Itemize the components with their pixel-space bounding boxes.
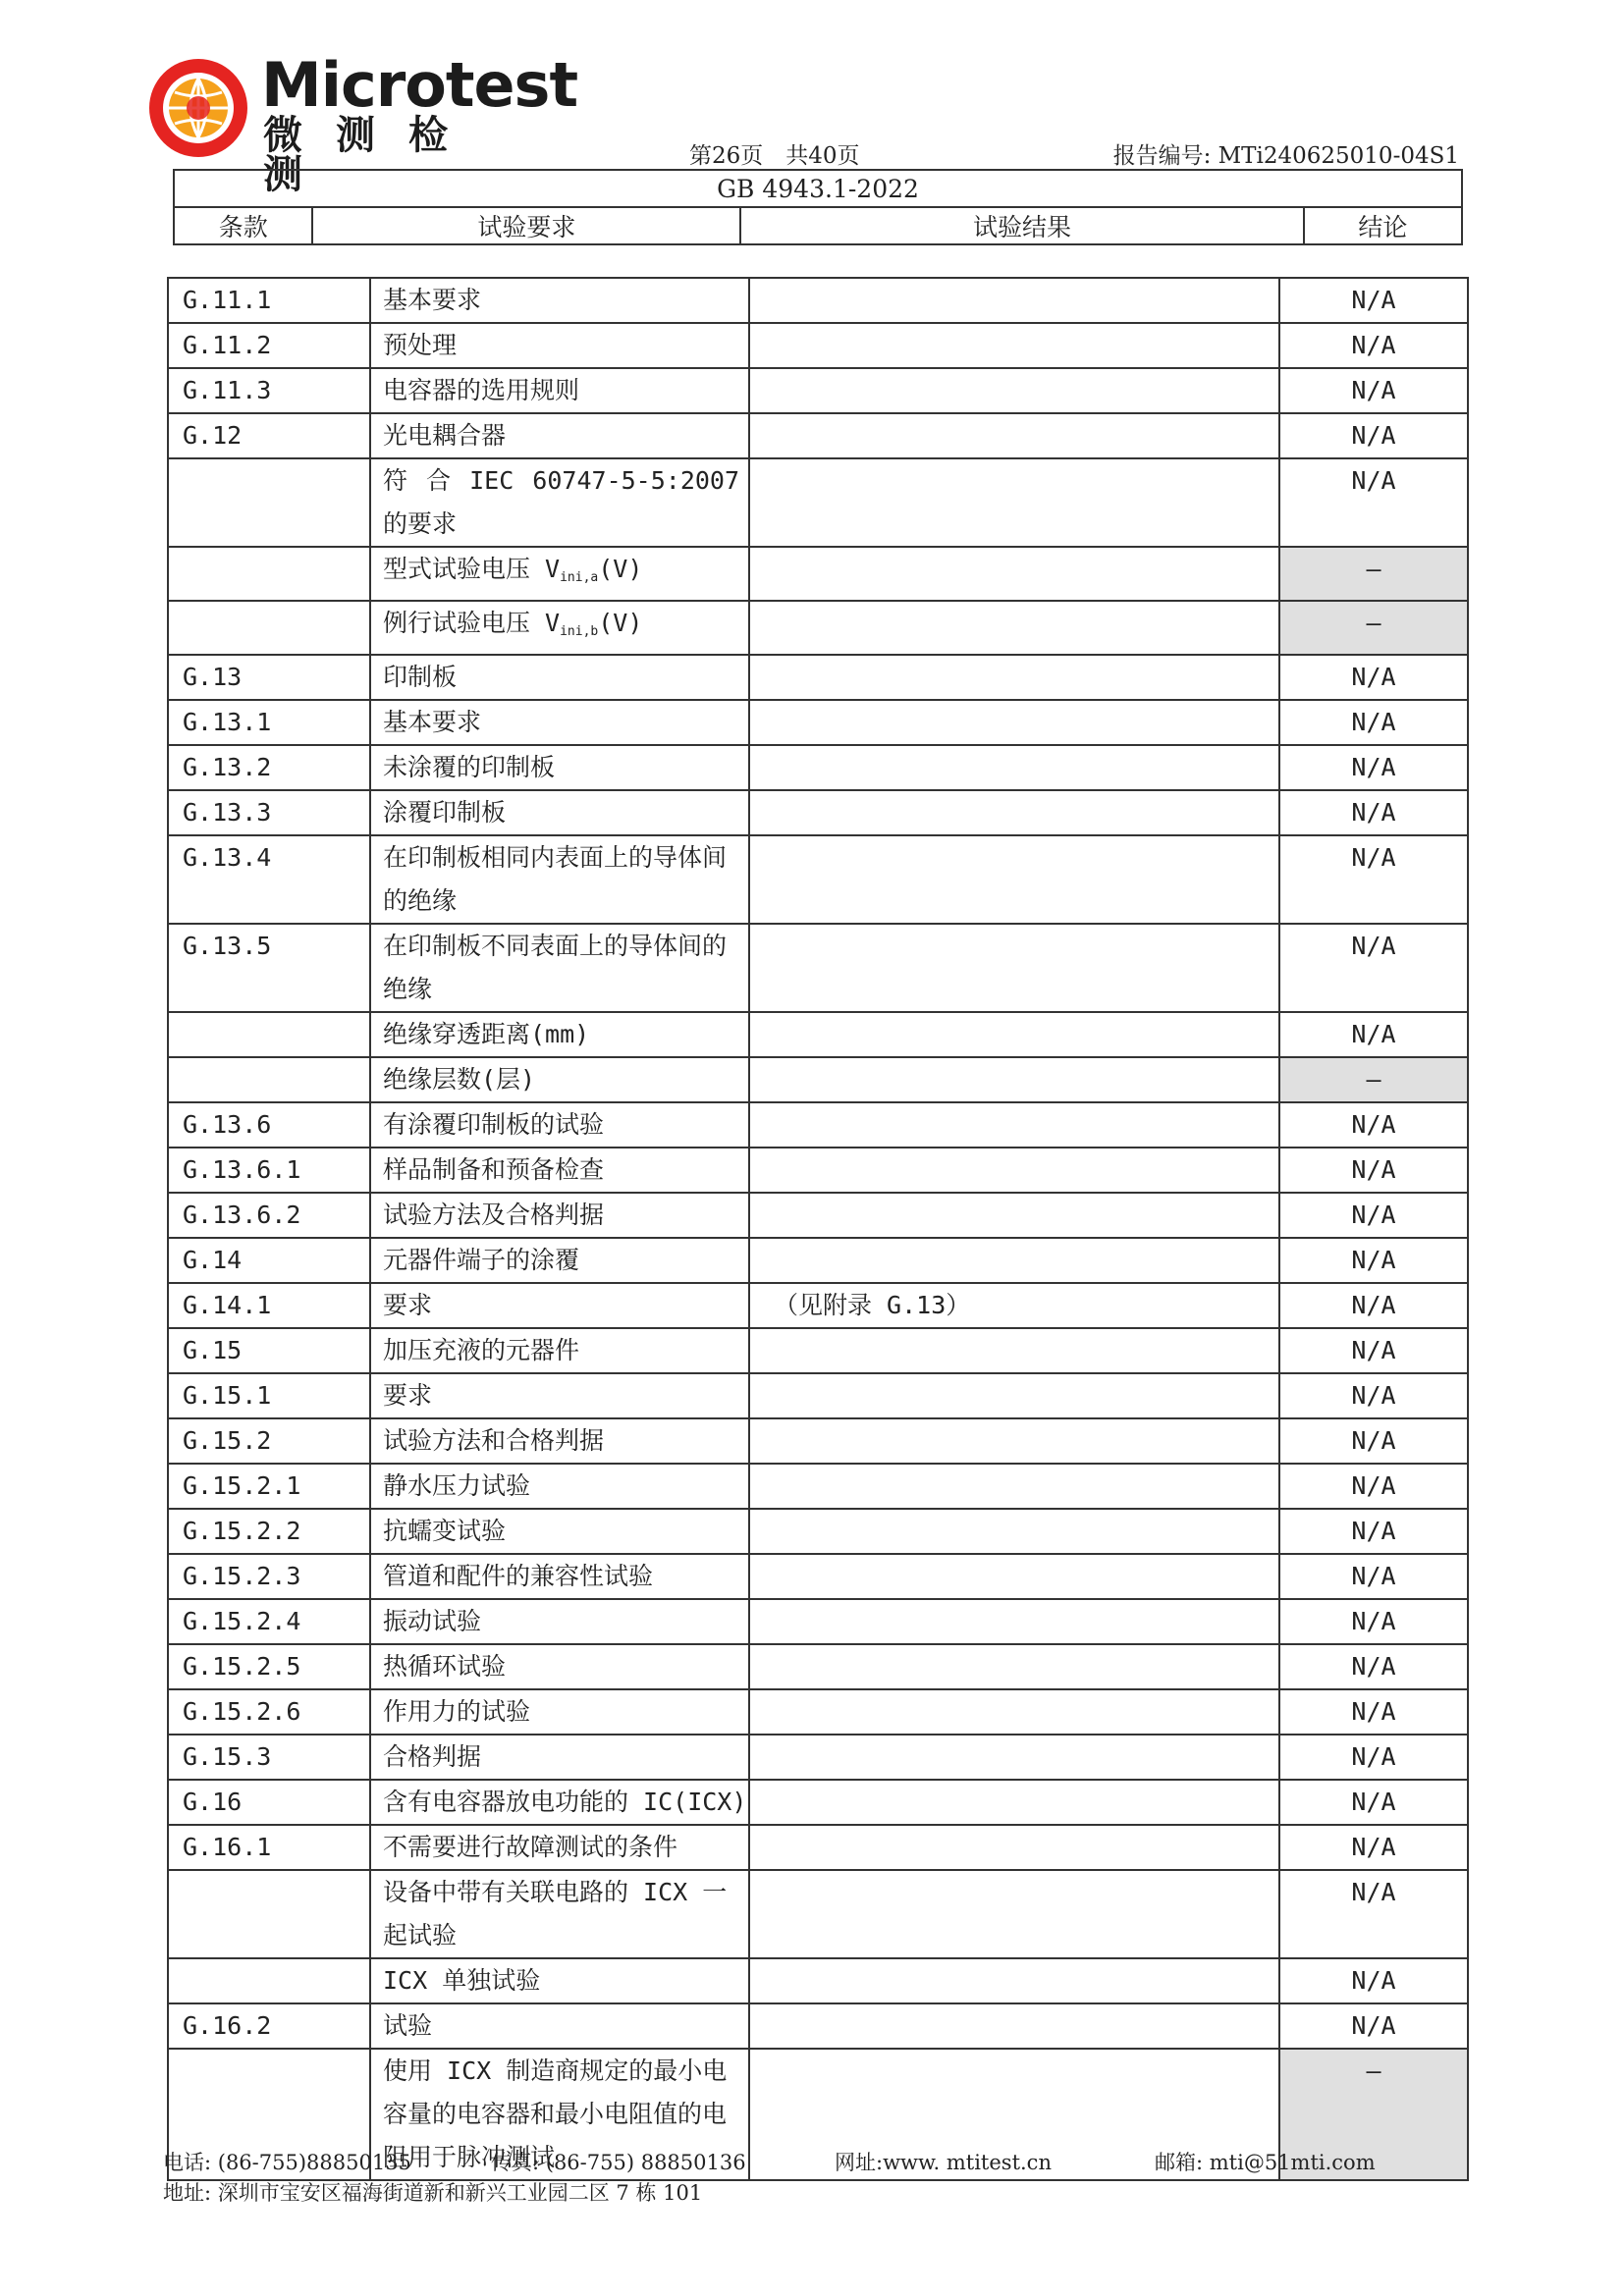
verdict-cell: N/A [1279,700,1468,745]
verdict-cell: N/A [1279,1644,1468,1689]
clause-cell: G.14.1 [168,1283,370,1328]
requirement-subscript: ini,a [560,570,599,585]
table-row [168,1825,1468,1870]
requirement-cell: 预处理 [370,323,749,368]
result-cell [749,413,1279,458]
footer-website: 网址:www. mtitest.cn [835,2151,1052,2174]
verdict-cell: N/A [1279,1870,1468,1958]
table-row [168,1238,1468,1283]
requirement-cell: 未涂覆的印制板 [370,745,749,790]
table-row [168,458,1468,547]
result-cell [749,1373,1279,1418]
clause-cell: G.14 [168,1238,370,1283]
column-header-requirement: 试验要求 [312,207,740,244]
result-cell [749,700,1279,745]
result-cell [749,2003,1279,2049]
table-row [168,1644,1468,1689]
verdict-cell: N/A [1279,323,1468,368]
requirement-cell: 抗蠕变试验 [370,1509,749,1554]
footer-address: 地址: 深圳市宝安区福海街道新和新兴工业园二区 7 栋 101 [163,2181,703,2205]
requirement-cell: 加压充液的元器件 [370,1328,749,1373]
result-cell [749,745,1279,790]
verdict-cell: N/A [1279,413,1468,458]
table-row [168,601,1468,655]
table-row [168,655,1468,700]
table-row [168,1418,1468,1464]
verdict-cell: N/A [1279,1509,1468,1554]
table-row [168,368,1468,413]
result-cell [749,1464,1279,1509]
result-cell [749,1238,1279,1283]
clause-cell [168,601,370,655]
result-cell [749,924,1279,1012]
clause-cell: G.13.2 [168,745,370,790]
table-row [168,547,1468,601]
result-cell [749,1735,1279,1780]
result-cell [749,1689,1279,1735]
table-row [168,1599,1468,1644]
column-header-result: 试验结果 [740,207,1303,244]
requirement-cell: 试验方法和合格判据 [370,1418,749,1464]
footer-phone: 电话: (86-755)88850135 [163,2151,411,2174]
clause-cell [168,1012,370,1057]
clause-cell: G.16 [168,1780,370,1825]
table-row [168,1509,1468,1554]
clause-cell: G.15.2.1 [168,1464,370,1509]
report-number: 报告编号: MTi240625010-04S1 [1112,143,1459,169]
clause-cell: G.11.2 [168,323,370,368]
table-row [168,1689,1468,1735]
clause-cell: G.16.1 [168,1825,370,1870]
verdict-cell: N/A [1279,655,1468,700]
verdict-cell: N/A [1279,1735,1468,1780]
result-cell [749,547,1279,601]
clause-cell: G.13.6.2 [168,1193,370,1238]
verdict-cell: N/A [1279,278,1468,323]
clause-cell: G.13.6.1 [168,1148,370,1193]
table-row [168,1958,1468,2003]
table-row [168,1464,1468,1509]
clause-cell: G.15.1 [168,1373,370,1418]
clause-cell: G.13.5 [168,924,370,1012]
clause-cell [168,1870,370,1958]
table-row [168,1780,1468,1825]
brand-name-cn: 微测检测 [263,113,481,197]
verdict-cell: N/A [1279,835,1468,924]
verdict-cell: — [1279,1057,1468,1102]
verdict-cell: — [1279,2049,1468,2180]
table-row [168,1193,1468,1238]
verdict-cell: N/A [1279,1825,1468,1870]
clause-cell: G.15.2.2 [168,1509,370,1554]
verdict-cell: N/A [1279,1418,1468,1464]
result-cell [749,1780,1279,1825]
verdict-cell: — [1279,601,1468,655]
table-row [168,1554,1468,1599]
result-cell [749,1644,1279,1689]
table-row [168,1012,1468,1057]
requirement-cell: 不需要进行故障测试的条件 [370,1825,749,1870]
requirement-cell: 要求 [370,1283,749,1328]
verdict-cell: N/A [1279,1102,1468,1148]
verdict-cell: N/A [1279,1780,1468,1825]
verdict-cell: N/A [1279,1373,1468,1418]
table-row [168,323,1468,368]
verdict-cell: N/A [1279,745,1468,790]
requirement-cell: 含有电容器放电功能的 IC(ICX) [370,1780,749,1825]
verdict-cell: N/A [1279,458,1468,547]
requirement-cell [370,601,749,655]
table-row [168,1283,1468,1328]
result-cell [749,790,1279,835]
clause-cell: G.11.3 [168,368,370,413]
clause-cell: G.13.6 [168,1102,370,1148]
verdict-cell: N/A [1279,1193,1468,1238]
requirement-cell: 光电耦合器 [370,413,749,458]
table-row [168,924,1468,1012]
verdict-cell: N/A [1279,1238,1468,1283]
requirement-cell: 作用力的试验 [370,1689,749,1735]
requirement-cell: 基本要求 [370,278,749,323]
page-number: 第26页 共40页 [689,143,860,169]
result-cell [749,1057,1279,1102]
requirement-cell: 元器件端子的涂覆 [370,1238,749,1283]
clause-cell: G.15.2.4 [168,1599,370,1644]
result-cell [749,1599,1279,1644]
verdict-cell: N/A [1279,1283,1468,1328]
result-cell [749,1958,1279,2003]
clause-cell: G.15.2.6 [168,1689,370,1735]
clause-cell: G.13 [168,655,370,700]
requirement-cell: 有涂覆印制板的试验 [370,1102,749,1148]
requirement-cell: 印制板 [370,655,749,700]
requirement-cell: 合格判据 [370,1735,749,1780]
table-row [168,278,1468,323]
result-cell [749,1148,1279,1193]
clause-cell: G.13.1 [168,700,370,745]
verdict-cell: — [1279,547,1468,601]
clause-cell: G.13.3 [168,790,370,835]
clause-cell [168,458,370,547]
result-cell: （见附录 G.13） [749,1283,1279,1328]
requirement-cell: 样品制备和预备检查 [370,1148,749,1193]
clause-cell: G.15.2.5 [168,1644,370,1689]
table-row [168,1148,1468,1193]
company-logo [145,49,578,197]
result-cell [749,835,1279,924]
table-row [168,1870,1468,1958]
result-cell [749,1554,1279,1599]
requirement-cell: 热循环试验 [370,1644,749,1689]
result-cell [749,1509,1279,1554]
globe-icon [145,55,251,161]
requirement-subscript: ini,b [560,624,599,639]
table-row [168,835,1468,924]
result-cell [749,1012,1279,1057]
requirement-cell [370,547,749,601]
result-cell [749,278,1279,323]
requirement-text: 型式试验电压 V [383,555,561,583]
header-table [173,169,1463,245]
result-cell [749,601,1279,655]
clause-cell: G.15 [168,1328,370,1373]
verdict-cell: N/A [1279,1464,1468,1509]
result-cell [749,458,1279,547]
footer-email: 邮箱: mti@51mti.com [1155,2151,1376,2174]
requirement-cell: 涂覆印制板 [370,790,749,835]
clause-cell [168,547,370,601]
clause-cell: G.12 [168,413,370,458]
result-cell [749,1825,1279,1870]
result-cell [749,1193,1279,1238]
column-header-verdict: 结论 [1304,207,1462,244]
requirement-unit: (V) [598,609,643,637]
table-row [168,1373,1468,1418]
clause-cell: G.13.4 [168,835,370,924]
result-cell [749,1870,1279,1958]
requirement-cell: ICX 单独试验 [370,1958,749,2003]
verdict-cell: N/A [1279,924,1468,1012]
standard-title: GB 4943.1-2022 [174,170,1462,207]
verdict-cell: N/A [1279,2003,1468,2049]
requirement-cell: 绝缘层数(层) [370,1057,749,1102]
table-row [168,2003,1468,2049]
verdict-cell: N/A [1279,1554,1468,1599]
verdict-cell: N/A [1279,1328,1468,1373]
result-cell [749,368,1279,413]
requirement-cell: 使用 ICX 制造商规定的最小电容量的电容器和最小电阻值的电阻用于脉冲测试 [370,2049,749,2180]
clause-cell: G.16.2 [168,2003,370,2049]
verdict-cell: N/A [1279,790,1468,835]
requirement-cell: 要求 [370,1373,749,1418]
requirement-cell: 试验 [370,2003,749,2049]
requirement-cell: 设备中带有关联电路的 ICX 一起试验 [370,1870,749,1958]
table-row [168,1102,1468,1148]
column-header-clause: 条款 [174,207,312,244]
requirement-unit: (V) [598,555,643,583]
clause-cell [168,1057,370,1102]
clause-cell: G.15.3 [168,1735,370,1780]
brand-name: Microtest [261,49,578,121]
table-row [168,1735,1468,1780]
requirement-cell: 在印制板相同内表面上的导体间的绝缘 [370,835,749,924]
verdict-cell: N/A [1279,1012,1468,1057]
clause-cell [168,1958,370,2003]
requirement-cell: 管道和配件的兼容性试验 [370,1554,749,1599]
verdict-cell: N/A [1279,1148,1468,1193]
requirement-cell: 试验方法及合格判据 [370,1193,749,1238]
requirement-cell: 绝缘穿透距离(mm) [370,1012,749,1057]
result-cell [749,1418,1279,1464]
clause-cell: G.15.2.3 [168,1554,370,1599]
clause-cell: G.11.1 [168,278,370,323]
verdict-cell: N/A [1279,1958,1468,2003]
table-row [168,1328,1468,1373]
clause-cell: G.15.2 [168,1418,370,1464]
verdict-cell: N/A [1279,368,1468,413]
table-row [168,745,1468,790]
requirement-cell: 基本要求 [370,700,749,745]
table-row [168,700,1468,745]
requirement-cell: 在印制板不同表面上的导体间的绝缘 [370,924,749,1012]
table-row [168,413,1468,458]
requirement-text: 例行试验电压 V [383,609,561,637]
footer-fax: 传真: (86-755) 88850136 [491,2151,746,2174]
verdict-cell: N/A [1279,1599,1468,1644]
result-cell [749,323,1279,368]
requirement-cell: 静水压力试验 [370,1464,749,1509]
result-cell [749,655,1279,700]
requirement-cell: 电容器的选用规则 [370,368,749,413]
requirement-cell: 振动试验 [370,1599,749,1644]
test-results-table [167,277,1469,2181]
table-row [168,790,1468,835]
requirement-cell: 符 合 IEC 60747-5-5:2007 的要求 [370,458,749,547]
verdict-cell: N/A [1279,1689,1468,1735]
table-row [168,1057,1468,1102]
result-cell [749,1102,1279,1148]
result-cell [749,1328,1279,1373]
